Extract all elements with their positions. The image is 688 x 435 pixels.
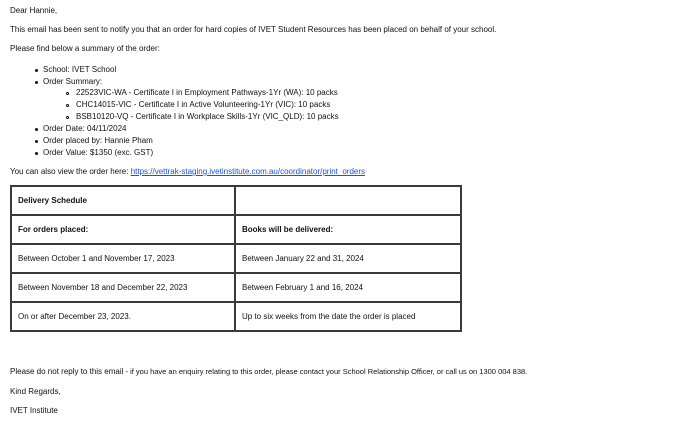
table-row (11, 302, 461, 331)
order-item: 22523VIC-WA - Certificate I in Employment Pathways-1Yr (WA): 10 packs (76, 88, 338, 97)
bullet-icon (35, 140, 38, 143)
cell-delivered: Up to six weeks from the date the order is placed (235, 302, 461, 331)
no-reply-text: Please do not reply to this email (10, 367, 124, 376)
sub-bullet-icon (66, 104, 69, 107)
bullet-icon (35, 152, 38, 155)
order-item: CHC14015-VIC - Certificate I in Active Volunteering-1Yr (VIC): 10 packs (76, 100, 331, 109)
no-reply-notice (10, 367, 527, 377)
summary-intro: Please find below a summary of the order: (10, 44, 160, 53)
table-row (11, 215, 461, 244)
cell-placed: Between October 1 and November 17, 2023 (11, 244, 235, 273)
print-orders-link[interactable]: https://vettrak-staging.ivetinstitute.com.au/coordinator/print_orders (130, 167, 366, 176)
order-summary-label: Order Summary: (43, 77, 103, 86)
table-row (11, 273, 461, 302)
greeting: Dear Hannie, (10, 6, 58, 15)
bullet-icon (35, 81, 38, 84)
col-header-delivered: Books will be delivered: (235, 215, 461, 244)
order-value: Order Value: $1350 (exc. GST) (43, 148, 154, 157)
bullet-icon (35, 69, 38, 72)
sub-bullet-icon (66, 116, 69, 119)
order-school: School: IVET School (43, 65, 117, 74)
closing: Kind Regards, (10, 387, 61, 396)
cell-delivered: Between February 1 and 16, 2024 (235, 273, 461, 302)
view-order-prefix: You can also view the order here: (10, 167, 129, 176)
order-placed-by: Order placed by: Hannie Pham (43, 136, 153, 145)
sub-bullet-icon (66, 92, 69, 95)
no-reply-detail: - if you have an enquiry relating to this order, please contact your School Relationship Officer, or call us on 1300 004 838. (123, 367, 528, 376)
table-row (11, 244, 461, 273)
order-date: Order Date: 04/11/2024 (43, 124, 127, 133)
cell-placed: On or after December 23, 2023. (11, 302, 235, 331)
col-header-placed: For orders placed: (11, 215, 235, 244)
signature: IVET Institute (10, 406, 58, 415)
schedule-title: Delivery Schedule (11, 186, 235, 215)
cell-delivered: Between January 22 and 31, 2024 (235, 244, 461, 273)
order-item: BSB10120-VQ - Certificate I in Workplace Skills-1Yr (VIC_QLD): 10 packs (76, 112, 339, 121)
delivery-schedule-table (10, 185, 462, 332)
bullet-icon (35, 128, 38, 131)
view-order-line (10, 167, 365, 177)
intro-paragraph: This email has been sent to notify you that an order for hard copies of IVET Student Resources has been placed on behalf of your school. (10, 25, 497, 34)
table-row (11, 186, 461, 215)
cell-placed: Between November 18 and December 22, 2023 (11, 273, 235, 302)
empty-cell (235, 186, 461, 215)
